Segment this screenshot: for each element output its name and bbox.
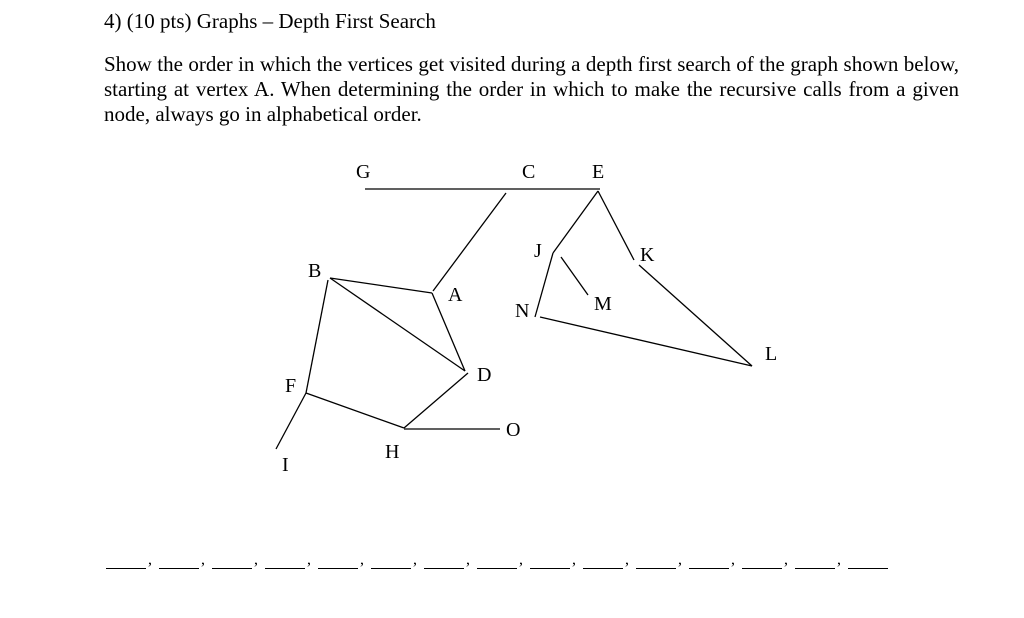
answer-blank-12[interactable] (689, 548, 729, 569)
answer-separator: , (837, 551, 841, 568)
answer-blank-6[interactable] (371, 548, 411, 569)
answer-blank-13[interactable] (742, 548, 782, 569)
answer-separator: , (731, 551, 735, 568)
edge-f-h (306, 393, 404, 428)
vertex-label-h: H (385, 441, 400, 463)
answer-separator: , (519, 551, 523, 568)
answer-blank-1[interactable] (106, 548, 146, 569)
answer-blank-9[interactable] (530, 548, 570, 569)
answer-separator: , (678, 551, 682, 568)
answer-blank-10[interactable] (583, 548, 623, 569)
answer-blank-7[interactable] (424, 548, 464, 569)
answer-separator: , (572, 551, 576, 568)
answer-separator: , (148, 551, 152, 568)
answer-blank-5[interactable] (318, 548, 358, 569)
edge-n-l (540, 317, 752, 366)
edge-h-d (404, 373, 468, 428)
vertex-label-b: B (308, 260, 322, 282)
answer-separator: , (784, 551, 788, 568)
answer-separator: , (254, 551, 258, 568)
vertex-label-f: F (285, 375, 297, 397)
edge-j-m (561, 257, 588, 295)
answer-blank-2[interactable] (159, 548, 199, 569)
answer-blank-3[interactable] (212, 548, 252, 569)
vertex-label-l: L (765, 343, 778, 365)
answer-blanks-row (106, 548, 886, 572)
answer-blank-8[interactable] (477, 548, 517, 569)
answer-blank-15[interactable] (848, 548, 888, 569)
question-prompt: Show the order in which the vertices get visited during a depth first search of the graph shown below, starting at vertex A. When determining the order in which to make the recursive calls from a given node, always go in alphabetical order. (104, 52, 959, 126)
question-heading: 4) (10 pts) Graphs – Depth First Search (104, 9, 436, 33)
vertex-label-o: O (506, 419, 521, 441)
edge-b-f (306, 280, 328, 393)
vertex-label-c: C (522, 161, 536, 183)
answer-separator: , (360, 551, 364, 568)
edge-b-a (330, 278, 432, 293)
vertex-label-g: G (356, 161, 371, 183)
vertex-label-m: M (594, 293, 612, 315)
answer-separator: , (413, 551, 417, 568)
answer-blank-14[interactable] (795, 548, 835, 569)
answer-separator: , (307, 551, 311, 568)
vertex-label-e: E (592, 161, 605, 183)
edge-j-n (535, 253, 553, 317)
vertex-label-n: N (515, 300, 530, 322)
answer-separator: , (201, 551, 205, 568)
answer-separator: , (466, 551, 470, 568)
edge-k-l (639, 265, 752, 366)
edge-j-e (553, 191, 598, 253)
answer-blank-4[interactable] (265, 548, 305, 569)
vertex-label-j: J (534, 240, 542, 262)
vertex-label-i: I (282, 454, 289, 476)
vertex-label-d: D (477, 364, 492, 386)
vertex-label-k: K (640, 244, 655, 266)
edge-f-i (276, 393, 306, 449)
vertex-label-a: A (448, 284, 463, 306)
edge-a-c (433, 193, 506, 291)
answer-blank-11[interactable] (636, 548, 676, 569)
answer-separator: , (625, 551, 629, 568)
edge-e-k (598, 191, 634, 260)
